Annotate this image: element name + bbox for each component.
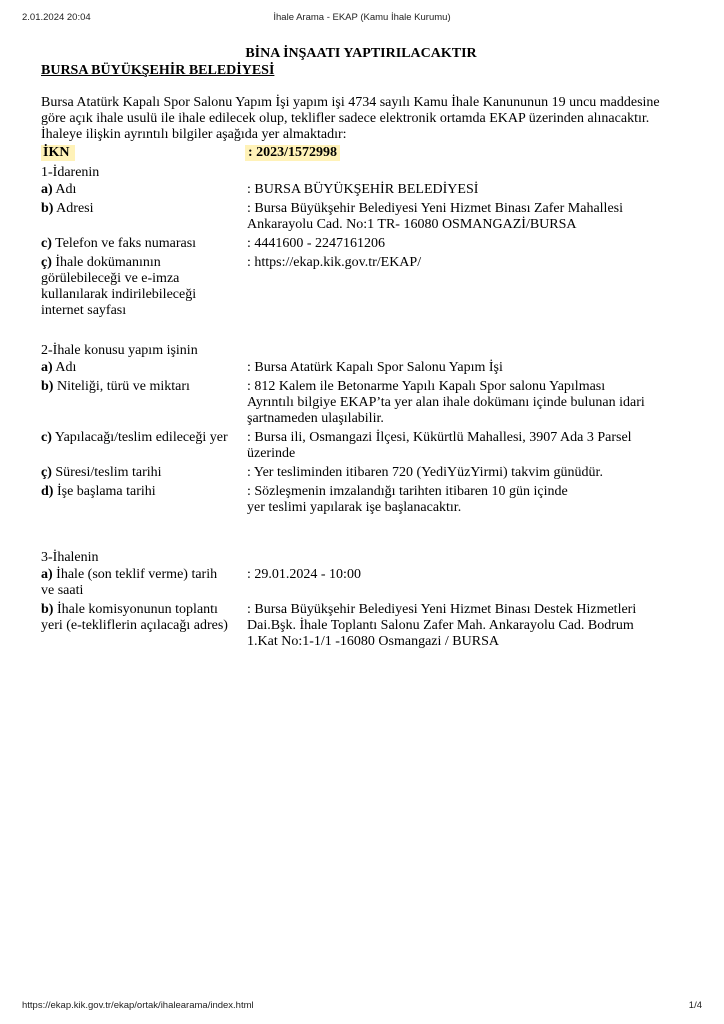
print-page-number: 1/4 bbox=[688, 1000, 702, 1011]
sec1-b-label: Adresi bbox=[53, 201, 94, 216]
sec2-location-row bbox=[41, 430, 681, 462]
sec1-cc-label-4: internet sayfası bbox=[41, 303, 127, 318]
print-datetime: 2.01.2024 20:04 bbox=[22, 12, 91, 23]
sec1-website-row bbox=[41, 255, 681, 319]
sec1-cc-mark: ç) bbox=[41, 255, 52, 270]
sec1-cc-label-3: kullanılarak indirilebileceği bbox=[41, 287, 197, 302]
print-page-title: İhale Arama - EKAP (Kamu İhale Kurumu) bbox=[273, 12, 451, 23]
sec1-cc-label-1: İhale dokümanının bbox=[51, 255, 161, 270]
sec3-a-label-2: ve saati bbox=[41, 583, 84, 598]
sec1-phone-row bbox=[41, 236, 681, 252]
ikn-row bbox=[41, 144, 681, 164]
sec1-a-mark: a) bbox=[41, 182, 53, 197]
authority-name: BURSA BÜYÜKŞEHİR BELEDİYESİ bbox=[41, 63, 275, 78]
sec2-cc-mark: ç) bbox=[41, 465, 52, 480]
document-title: BİNA İNŞAATI YAPTIRILACAKTIR bbox=[245, 46, 477, 61]
sec3-date-row bbox=[41, 567, 681, 599]
tender-document bbox=[41, 46, 681, 653]
sec1-b-mark: b) bbox=[41, 201, 54, 216]
sec2-d-value-line2: yer teslimi yapılarak işe başlanacaktır. bbox=[247, 500, 462, 515]
ikn-value: : 2023/1572998 bbox=[245, 145, 340, 161]
sec2-b-value-line2: Ayrıntılı bilgiye EKAP’ta yer alan ihale dokümanı içinde bulunan idari bbox=[247, 395, 645, 410]
print-url: https://ekap.kik.gov.tr/ekap/ortak/ihalearama/index.html bbox=[22, 1000, 254, 1011]
sec2-c-value-line1: : Bursa ili, Osmangazi İlçesi, Kükürtlü Mahallesi, 3907 Ada 3 Parsel bbox=[247, 430, 632, 445]
sec1-name-row bbox=[41, 182, 681, 198]
sec1-a-label: Adı bbox=[52, 182, 77, 197]
section-2-heading: 2-İhale konusu yapım işinin bbox=[41, 343, 198, 358]
sec2-b-label: Niteliği, türü ve miktarı bbox=[53, 379, 190, 394]
print-header bbox=[0, 12, 724, 26]
sec2-d-value-line1: : Sözleşmenin imzalandığı tarihten itibaren 10 gün içinde bbox=[247, 484, 568, 499]
sec2-b-mark: b) bbox=[41, 379, 54, 394]
sec3-b-mark: b) bbox=[41, 602, 54, 617]
sec2-name-row bbox=[41, 360, 681, 376]
sec2-cc-label: Süresi/teslim tarihi bbox=[51, 465, 162, 480]
sec2-c-label: Yapılacağı/teslim edileceği yer bbox=[51, 430, 228, 445]
sec2-nature-row bbox=[41, 379, 681, 427]
sec2-b-value-line1: : 812 Kalem ile Betonarme Yapılı Kapalı Spor salonu Yapılması bbox=[247, 379, 606, 394]
sec2-a-mark: a) bbox=[41, 360, 53, 375]
sec1-c-mark: c) bbox=[41, 236, 52, 251]
sec3-b-label-2: yeri (e-tekliflerin açılacağı adres) bbox=[41, 618, 228, 633]
sec2-cc-value: : Yer tesliminden itibaren 720 (YediYüzYirmi) takvim günüdür. bbox=[247, 465, 603, 480]
sec2-start-row bbox=[41, 484, 681, 516]
sec2-d-mark: d) bbox=[41, 484, 54, 499]
sec1-c-label: Telefon ve faks numarası bbox=[51, 236, 197, 251]
print-footer bbox=[0, 1000, 724, 1014]
sec2-b-value-line3: şartnameden ulaşılabilir. bbox=[247, 411, 384, 426]
sec3-a-label-1: İhale (son teklif verme) tarih bbox=[52, 567, 218, 582]
section-3-heading: 3-İhalenin bbox=[41, 550, 99, 565]
section-1-heading: 1-İdarenin bbox=[41, 165, 100, 180]
sec3-a-mark: a) bbox=[41, 567, 53, 582]
sec2-duration-row bbox=[41, 465, 681, 481]
sec1-a-value: : BURSA BÜYÜKŞEHİR BELEDİYESİ bbox=[247, 182, 479, 197]
intro-paragraph: Bursa Atatürk Kapalı Spor Salonu Yapım İşi yapım işi 4734 sayılı Kamu İhale Kanununun 19 uncu maddesine göre açık ihale usulü ile ihale edilecek olup, teklifler sadece elektronik ortamda EKAP üzerinden alınacaktır. İhaleye ilişkin ayrıntılı bilgiler aşağıda yer almaktadır: bbox=[41, 95, 660, 142]
sec1-c-value: : 4441600 - 2247161206 bbox=[247, 236, 386, 251]
sec1-cc-value: : https://ekap.kik.gov.tr/EKAP/ bbox=[247, 255, 422, 270]
sec2-c-mark: c) bbox=[41, 430, 52, 445]
sec3-b-value-line2: Dai.Bşk. İhale Toplantı Salonu Zafer Mah. Ankarayolu Cad. Bodrum bbox=[247, 618, 634, 633]
sec3-b-value-line1: : Bursa Büyükşehir Belediyesi Yeni Hizmet Binası Destek Hizmetleri bbox=[247, 602, 637, 617]
ikn-label: İKN bbox=[41, 145, 75, 161]
sec3-venue-row bbox=[41, 602, 681, 650]
sec2-c-value-line2: üzerinde bbox=[247, 446, 296, 461]
sec3-b-value-line3: 1.Kat No:1-1/1 -16080 Osmangazi / BURSA bbox=[247, 634, 499, 649]
sec1-b-value-line1: : Bursa Büyükşehir Belediyesi Yeni Hizmet Binası Zafer Mahallesi bbox=[247, 201, 623, 216]
sec1-address-row bbox=[41, 201, 681, 233]
sec1-b-value-line2: Ankarayolu Cad. No:1 TR- 16080 OSMANGAZİ/BURSA bbox=[247, 217, 577, 232]
sec1-cc-label-2: görülebileceği ve e-imza bbox=[41, 271, 180, 286]
sec3-b-label-1: İhale komisyonunun toplantı bbox=[53, 602, 218, 617]
sec2-d-label: İşe başlama tarihi bbox=[53, 484, 156, 499]
sec3-a-value: : 29.01.2024 - 10:00 bbox=[247, 567, 361, 582]
sec2-a-value: : Bursa Atatürk Kapalı Spor Salonu Yapım İşi bbox=[247, 360, 503, 375]
sec2-a-label: Adı bbox=[52, 360, 77, 375]
